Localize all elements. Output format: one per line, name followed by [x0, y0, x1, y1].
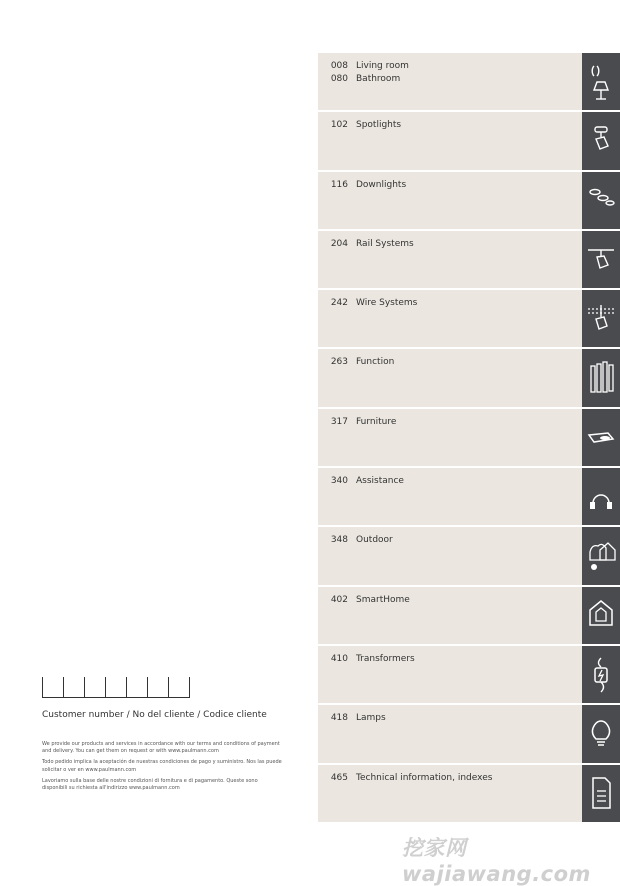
- toc-row[interactable]: [318, 231, 620, 288]
- terms-text: [42, 741, 282, 796]
- toc-page-number: 402: [330, 594, 348, 605]
- customer-number-cell[interactable]: [105, 677, 126, 697]
- toc-line: [324, 238, 582, 251]
- section-tab[interactable]: [582, 112, 620, 169]
- customer-number-cell[interactable]: [126, 677, 147, 697]
- toc-row[interactable]: [318, 290, 620, 347]
- furniture-light-icon: [586, 417, 616, 457]
- downlight-icon: [586, 180, 616, 220]
- toc-page-number: 080: [330, 73, 348, 84]
- toc-page-number: 263: [330, 357, 348, 368]
- terms-spanish: Todo pedido implica la aceptación de nuestras condiciones de pago y suministro. Nos las puede solicitar o ver en www.paulmann.com: [42, 759, 282, 773]
- toc-entry-text: [318, 587, 582, 644]
- customer-number-cell[interactable]: [42, 677, 63, 697]
- smarthome-icon: [586, 595, 616, 635]
- toc-page-number: 102: [330, 120, 348, 131]
- toc-page-number: 348: [330, 535, 348, 546]
- section-tab[interactable]: [582, 646, 620, 703]
- toc-section-title: Living room: [356, 61, 409, 71]
- toc-entry-text: [318, 409, 582, 466]
- document-icon: [586, 773, 616, 813]
- toc-section-title: Spotlights: [356, 120, 402, 131]
- customer-number-cell[interactable]: [168, 677, 190, 697]
- toc-line: [324, 179, 582, 192]
- watermark: 挖家网 wajiawang.com: [402, 836, 591, 886]
- wire-system-icon: [586, 299, 616, 339]
- terms-italian: Lavoriamo sulla base delle nostre condizioni di fornitura e di pagamento. Queste sono disponibili su richiesta all'indirizzo www.paulmann.com: [42, 777, 258, 792]
- toc-row[interactable]: [318, 112, 620, 169]
- toc-section-title: Downlights: [356, 179, 407, 190]
- section-tab[interactable]: [582, 349, 620, 406]
- toc-page-number: 008: [330, 61, 348, 71]
- toc-row[interactable]: [318, 765, 620, 822]
- toc-entry-text: [318, 646, 582, 703]
- customer-number-boxes[interactable]: [42, 677, 190, 698]
- transformer-icon: [586, 655, 616, 695]
- toc-entry-text: [318, 172, 582, 229]
- terms-english: We provide our products and services in accordance with our terms and conditions of payment and delivery. You can get them on request or with www.paulmann.com: [42, 741, 280, 755]
- section-tab[interactable]: [582, 468, 620, 525]
- toc-section-title: Transformers: [356, 653, 415, 664]
- toc-page-number: 242: [330, 298, 348, 309]
- toc-line: [324, 73, 582, 86]
- toc-line: [324, 60, 582, 73]
- section-tab[interactable]: [582, 290, 620, 347]
- section-tab[interactable]: [582, 53, 620, 110]
- toc-section-title: Function: [356, 357, 395, 368]
- toc-entry-text: [318, 231, 582, 288]
- plug-icon: [586, 477, 616, 517]
- toc-line: [324, 475, 582, 488]
- toc-entry-text: [318, 765, 582, 822]
- toc-line: [324, 534, 582, 547]
- toc-page-number: 418: [330, 713, 348, 724]
- toc-row[interactable]: [318, 409, 620, 466]
- toc-page-number: 465: [330, 772, 348, 783]
- toc-section-title: Rail Systems: [356, 238, 414, 249]
- section-tab[interactable]: [582, 172, 620, 229]
- toc-entry-text: [318, 53, 582, 110]
- toc-row[interactable]: [318, 349, 620, 406]
- toc-line: [324, 653, 582, 666]
- toc-entry-text: [318, 527, 582, 584]
- customer-number-cell[interactable]: [63, 677, 84, 697]
- toc-entry-text: [318, 290, 582, 347]
- section-tab[interactable]: [582, 705, 620, 762]
- table-lamp-icon: [586, 62, 616, 102]
- toc-section-title: Bathroom: [356, 73, 401, 84]
- toc-line: [324, 772, 582, 785]
- section-tab[interactable]: [582, 765, 620, 822]
- section-tab[interactable]: [582, 527, 620, 584]
- toc-row[interactable]: [318, 172, 620, 229]
- toc-entry-text: [318, 349, 582, 406]
- toc-line: [324, 712, 582, 725]
- toc-section-title: Technical information, indexes: [356, 772, 493, 783]
- toc-section-title: Furniture: [356, 416, 397, 427]
- toc-row[interactable]: [318, 646, 620, 703]
- toc-row[interactable]: [318, 53, 620, 110]
- section-tab[interactable]: [582, 587, 620, 644]
- toc-page-number: 410: [330, 653, 348, 664]
- toc-section-title: Assistance: [356, 476, 404, 487]
- led-strip-icon: [586, 358, 616, 398]
- toc-row[interactable]: [318, 587, 620, 644]
- section-tab[interactable]: [582, 231, 620, 288]
- customer-number-cell[interactable]: [84, 677, 105, 697]
- toc-line: [324, 594, 582, 607]
- toc-entry-text: [318, 705, 582, 762]
- toc-section-title: Outdoor: [356, 535, 393, 546]
- toc-row[interactable]: [318, 705, 620, 762]
- toc-line: [324, 119, 582, 132]
- toc-page-number: 204: [330, 238, 348, 249]
- toc-section-title: SmartHome: [356, 594, 410, 605]
- rail-system-icon: [586, 240, 616, 280]
- toc-page-number: 116: [330, 179, 348, 190]
- toc-section-title: Lamps: [356, 713, 386, 724]
- customer-number-cell[interactable]: [147, 677, 168, 697]
- spotlight-icon: [586, 121, 616, 161]
- table-of-contents: [318, 53, 620, 824]
- toc-page-number: 340: [330, 476, 348, 487]
- section-tab[interactable]: [582, 409, 620, 466]
- customer-number-label: Customer number / No del cliente / Codice cliente: [42, 710, 267, 720]
- toc-line: [324, 356, 582, 369]
- toc-line: [324, 297, 582, 310]
- toc-line: [324, 416, 582, 429]
- toc-entry-text: [318, 468, 582, 525]
- toc-section-title: Wire Systems: [356, 298, 418, 309]
- toc-row[interactable]: [318, 468, 620, 525]
- toc-row[interactable]: [318, 527, 620, 584]
- outdoor-house-icon: [586, 536, 616, 576]
- toc-entry-text: [318, 112, 582, 169]
- bulb-icon: [586, 714, 616, 754]
- toc-page-number: 317: [330, 416, 348, 427]
